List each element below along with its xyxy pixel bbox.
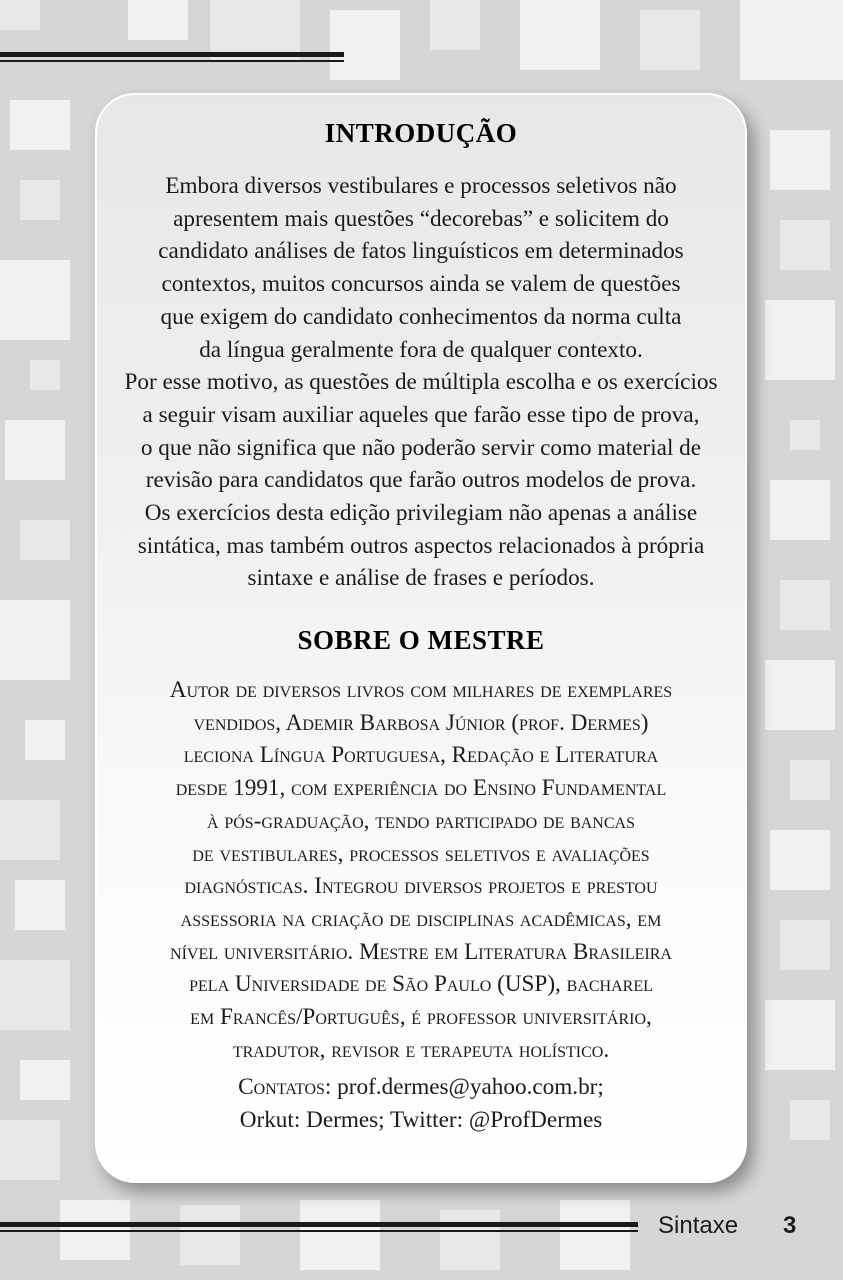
intro-line: o que não significa que não poderão servir como material de [140,434,702,461]
footer-title: Sintaxe [658,1212,739,1239]
contacts-email[interactable]: prof.dermes@yahoo.com.br; [331,1074,604,1100]
intro-heading: INTRODUÇÃO [324,118,518,148]
mestre-line: diagnósticas. Integrou diversos projetos e prestou [184,873,658,900]
intro-line: Os exercícios desta edição privilegiam não apenas a análise [144,500,698,527]
mestre-line: à pós-graduação, tendo participado de bancas [207,807,635,834]
intro-line: a seguir visam auxiliar aqueles que farão esse tipo de prova, [142,401,700,428]
mestre-line: desde 1991, com experiência do Ensino Fundamental [175,775,667,802]
contacts [95,1071,747,1136]
intro-line: da língua geralmente fora de qualquer contexto. [199,336,643,363]
mestre-line: Autor de diversos livros com milhares de exemplares [169,677,673,703]
intro-line: que exigem do candidato conhecimentos da norma culta [160,303,682,330]
intro-line: Embora diversos vestibulares e processos seletivos não [165,173,677,199]
intro-line: revisão para candidatos que farão outros modelos de prova. [145,467,697,494]
intro-line: sintática, mas também outros aspectos relacionados à própria [137,532,705,559]
intro-line: sintaxe e análise de frases e períodos. [247,565,595,592]
contacts-social: Orkut: Dermes; Twitter: @ProfDermes [239,1106,603,1133]
intro-line: Por esse motivo, as questões de múltipla escolha e os exercícios [124,369,718,396]
mestre-line: tradutor, revisor e terapeuta holístico. [232,1036,610,1063]
mestre-heading: SOBRE O MESTRE [297,625,545,655]
contacts-email-line [95,1071,747,1104]
page-number: 3 [783,1212,797,1239]
intro-line: contextos, muitos concursos ainda se valem de questões [161,271,681,298]
mestre-line: nível universitário. Mestre em Literatura Brasileira [170,938,672,965]
intro-body [105,170,737,595]
mestre-line: assessoria na criação de disciplinas acadêmicas, em [180,905,662,932]
mestre-line: em Francês/Português, é professor universitário, [190,1004,652,1031]
top-rule [0,52,344,62]
contacts-label: Contatos: [238,1074,332,1100]
mestre-line: leciona Língua Portuguesa, Redação e Literatura [183,742,659,769]
intro-line: apresentem mais questões “decorebas” e solicitem do [173,205,669,232]
bottom-rule [0,1222,638,1232]
mestre-body [100,674,742,1066]
mestre-line: vendidos, Ademir Barbosa Júnior (prof. Dermes) [193,709,649,736]
mestre-line: pela Universidade de São Paulo (USP), bacharel [189,971,653,998]
mestre-line: de vestibulares, processos seletivos e avaliações [192,840,650,867]
intro-line: candidato análises de fatos linguísticos em determinados [158,238,684,265]
